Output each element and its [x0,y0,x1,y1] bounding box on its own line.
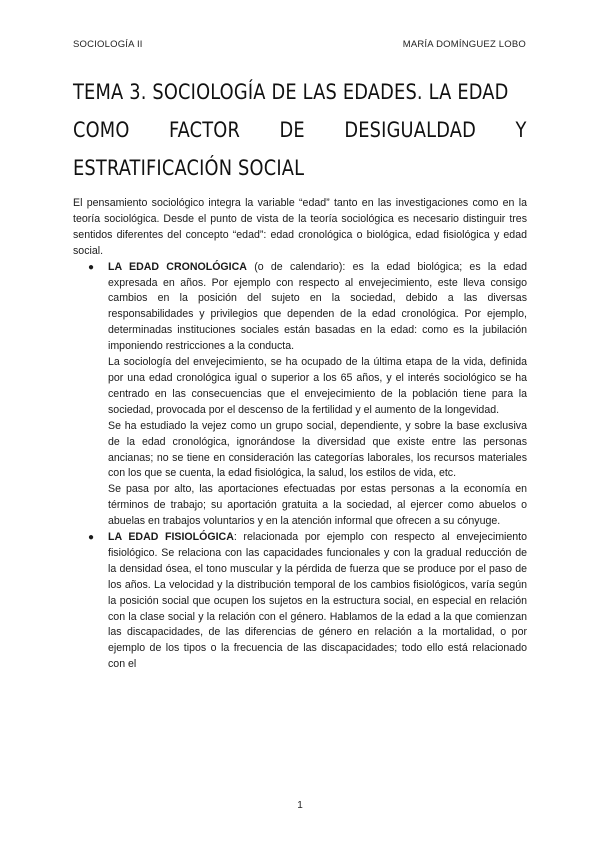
bullet-icon: ● [88,532,95,544]
intro-paragraph: El pensamiento sociológico integra la variable “edad” tanto en las investigaciones como en la teoría sociológica. Desde el punto de vista de la teoría sociológica es necesario distinguir tres sentidos diferentes del concepto “edad”: edad cronológica o biológica, edad fisiológica y edad social. [73,197,527,257]
header-course: SOCIOLOGÍA II [73,39,143,50]
bullet-lead-paragraph [108,260,527,355]
body-paragraph: Se ha estudiado la vejez como un grupo social, dependiente, y sobre la base exclusiva de la edad cronológica, ignorándose la diversidad que existe entre las personas ancianas; no se tiene en consideración las categorías laborales, los recursos materiales con los que se cuenta, la edad fisiológica, la salud, los estilos de vida, etc. [108,419,527,480]
body-paragraph: Se pasa por alto, las aportaciones efectuadas por estas personas a la economía en términos de trabajo; su aportación gratuita a la sociedad, al ejercer como abuelos o abuelas en trabajos voluntarios y en la atención informal que ofrecen a su cónyuge. [108,483,527,528]
term-label: LA EDAD FISIOLÓGICA [108,531,234,544]
body-paragraph: La sociología del envejecimiento, se ha ocupado de la última etapa de la vida, definida por una edad cronológica igual o superior a los 65 años, y el interés sociológico se ha centrado en las consecuencias que el envejecimiento de la población tiene para la sociedad, provocada por el descenso de la fertilidad y el aumento de la longevidad. [108,356,527,416]
document-title [73,74,527,188]
title-word: COMO [73,118,130,143]
title-word: Y [515,118,527,143]
document-body [73,196,527,673]
term-label: LA EDAD CRONOLÓGICA [108,260,247,273]
concept-list [73,260,527,674]
bullet-lead-paragraph [108,530,527,673]
term-definition: : relacionada por ejemplo con respecto al envejecimiento fisiológico. Se relaciona con las capacidades funcionales y con la gradual reducción de la densidad ósea, el tono muscular y la pérdida de fuerza que se produce por el paso de los años. La velocidad y la distribución temporal de los cambios fisiológicos, varía según la posición social que ocupen los sujetos en la estructura social, en especial en relación con la clase social y la relación con el género. Hablamos de la edad a la que comienzan las discapacidades, de las diferencias de género en relación a la mortalidad, o por ejemplo de los tipos o la frecuencia de las discapacidades; todo ello está relacionado con el [108,531,527,671]
list-item [73,530,527,673]
title-word: DE [279,118,305,143]
title-line-3: ESTRATIFICACIÓN SOCIAL [73,156,305,181]
page-header [73,39,526,50]
title-word: DESIGUALDAD [344,118,477,143]
page-number: 1 [297,800,303,811]
bullet-icon: ● [88,261,95,273]
header-author: MARÍA DOMÍNGUEZ LOBO [402,39,526,50]
title-word: FACTOR [169,118,241,143]
title-line-2 [73,112,527,150]
list-item [73,260,527,530]
term-definition: (o de calendario): es la edad biológica; es la edad expresada en años. Por ejemplo con respecto al envejecimiento, este lleva consigo cambios en la posición del sujeto en la sociedad, debido a las diversas responsabilidades y privilegios que dependen de la edad cronológica. Por ejemplo, determinadas instituciones sociales están basadas en la edad: como es la jubilación imponiendo restricciones a la conducta. [108,260,527,353]
title-line-1: TEMA 3. SOCIOLOGÍA DE LAS EDADES. LA EDAD [73,80,509,105]
